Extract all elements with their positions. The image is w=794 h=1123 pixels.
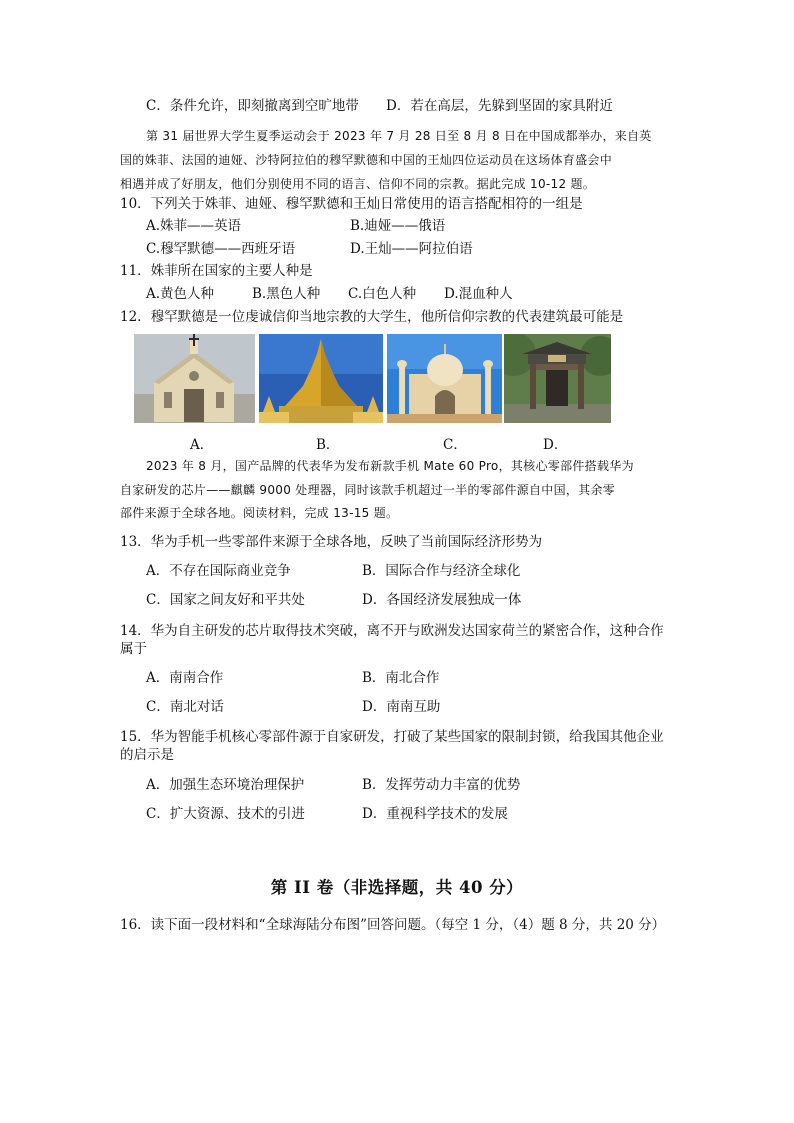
q10-option-c: C.穆罕默德——西班牙语 <box>146 241 296 257</box>
q14-option-b: B．南北合作 <box>362 670 440 686</box>
q11-option-d: D.混血种人 <box>444 286 513 302</box>
passage2-line: 自家研发的芯片——麒麟 9000 处理器，同时该款手机超过一半的零部件源自中国，其余零 <box>120 483 616 497</box>
q15-stem-cont: 的启示是 <box>120 747 174 763</box>
q12-label-c: C． <box>443 437 467 453</box>
q15-option-d: D．重视科学技术的发展 <box>362 806 508 822</box>
q9-option-c: C．条件允许，即刻撤离到空旷地带 <box>146 98 359 114</box>
q15-stem: 15．华为智能手机核心零部件源于自家研发，打破了某些国家的限制封锁，给我国其他企业 <box>120 729 664 745</box>
q15-option-a: A．加强生态环境治理保护 <box>146 777 305 793</box>
q16-stem: 16．读下面一段材料和“全球海陆分布图”回答问题。（每空 1 分，（4）题 8 分，共 20 分） <box>120 917 666 933</box>
q13-stem: 13．华为手机一些零部件来源于全球各地，反映了当前国际经济形势为 <box>120 534 543 550</box>
chinese-gate-photo <box>504 334 611 423</box>
q11-option-c: C.白色人种 <box>348 286 417 302</box>
q10-option-b: B.迪娅——俄语 <box>350 218 446 234</box>
q15-option-c: C．扩大资源、技术的引进 <box>146 806 305 822</box>
q13-option-c: C．国家之间友好和平共处 <box>146 592 305 608</box>
passage1-line: 国的姝菲、法国的迪娅、沙特阿拉伯的穆罕默德和中国的王灿四位运动员在这场体育盛会中 <box>120 153 613 167</box>
q12-label-a: A． <box>190 437 214 453</box>
q13-option-a: A．不存在国际商业竞争 <box>146 563 291 579</box>
q11-option-b: B.黑色人种 <box>252 286 321 302</box>
q10-option-a: A.姝菲——英语 <box>146 218 242 234</box>
q14-option-d: D．南南互助 <box>362 699 441 715</box>
mosque-photo <box>387 334 502 423</box>
q13-option-b: B．国际合作与经济全球化 <box>362 563 521 579</box>
q14-stem-cont: 属于 <box>120 641 147 657</box>
passage1-line: 相遇并成了好朋友，他们分别使用不同的语言、信仰不同的宗教。据此完成 10-12 题。 <box>120 177 596 191</box>
q12-label-d: D． <box>543 437 568 453</box>
q12-label-b: B． <box>316 437 340 453</box>
church-photo <box>134 334 255 423</box>
q14-option-a: A．南南合作 <box>146 670 224 686</box>
q11-option-a: A.黄色人种 <box>146 286 215 302</box>
q10-option-d: D.王灿——阿拉伯语 <box>350 241 473 257</box>
passage2-line: 部件来源于全球各地。阅读材料，完成 13-15 题。 <box>120 506 399 520</box>
q12-stem: 12．穆罕默德是一位虔诚信仰当地宗教的大学生，他所信仰宗教的代表建筑最可能是 <box>120 309 624 325</box>
q14-option-c: C．南北对话 <box>146 699 224 715</box>
passage1-line: 第 31 届世界大学生夏季运动会于 2023 年 7 月 28 日至 8 月 8 日在中国成都举办，来自英 <box>146 129 652 143</box>
q13-option-d: D．各国经济发展独成一体 <box>362 592 522 608</box>
q14-stem: 14．华为自主研发的芯片取得技术突破，离不开与欧洲发达国家荷兰的紧密合作，这种合作 <box>120 623 664 639</box>
passage2-line: 2023 年 8 月，国产品牌的代表华为发布新款手机 Mate 60 Pro，其核心零部件搭载华为 <box>146 459 634 473</box>
q10-stem: 10．下列关于姝菲、迪娅、穆罕默德和王灿日常使用的语言搭配相符的一组是 <box>120 196 583 212</box>
q15-option-b: B．发挥劳动力丰富的优势 <box>362 777 521 793</box>
q9-option-d: D．若在高层，先躲到坚固的家具附近 <box>386 98 613 114</box>
pagoda-photo <box>259 334 383 423</box>
q11-stem: 11．姝菲所在国家的主要人种是 <box>120 263 313 279</box>
section-title: 第 II 卷（非选择题，共 40 分） <box>270 878 524 897</box>
